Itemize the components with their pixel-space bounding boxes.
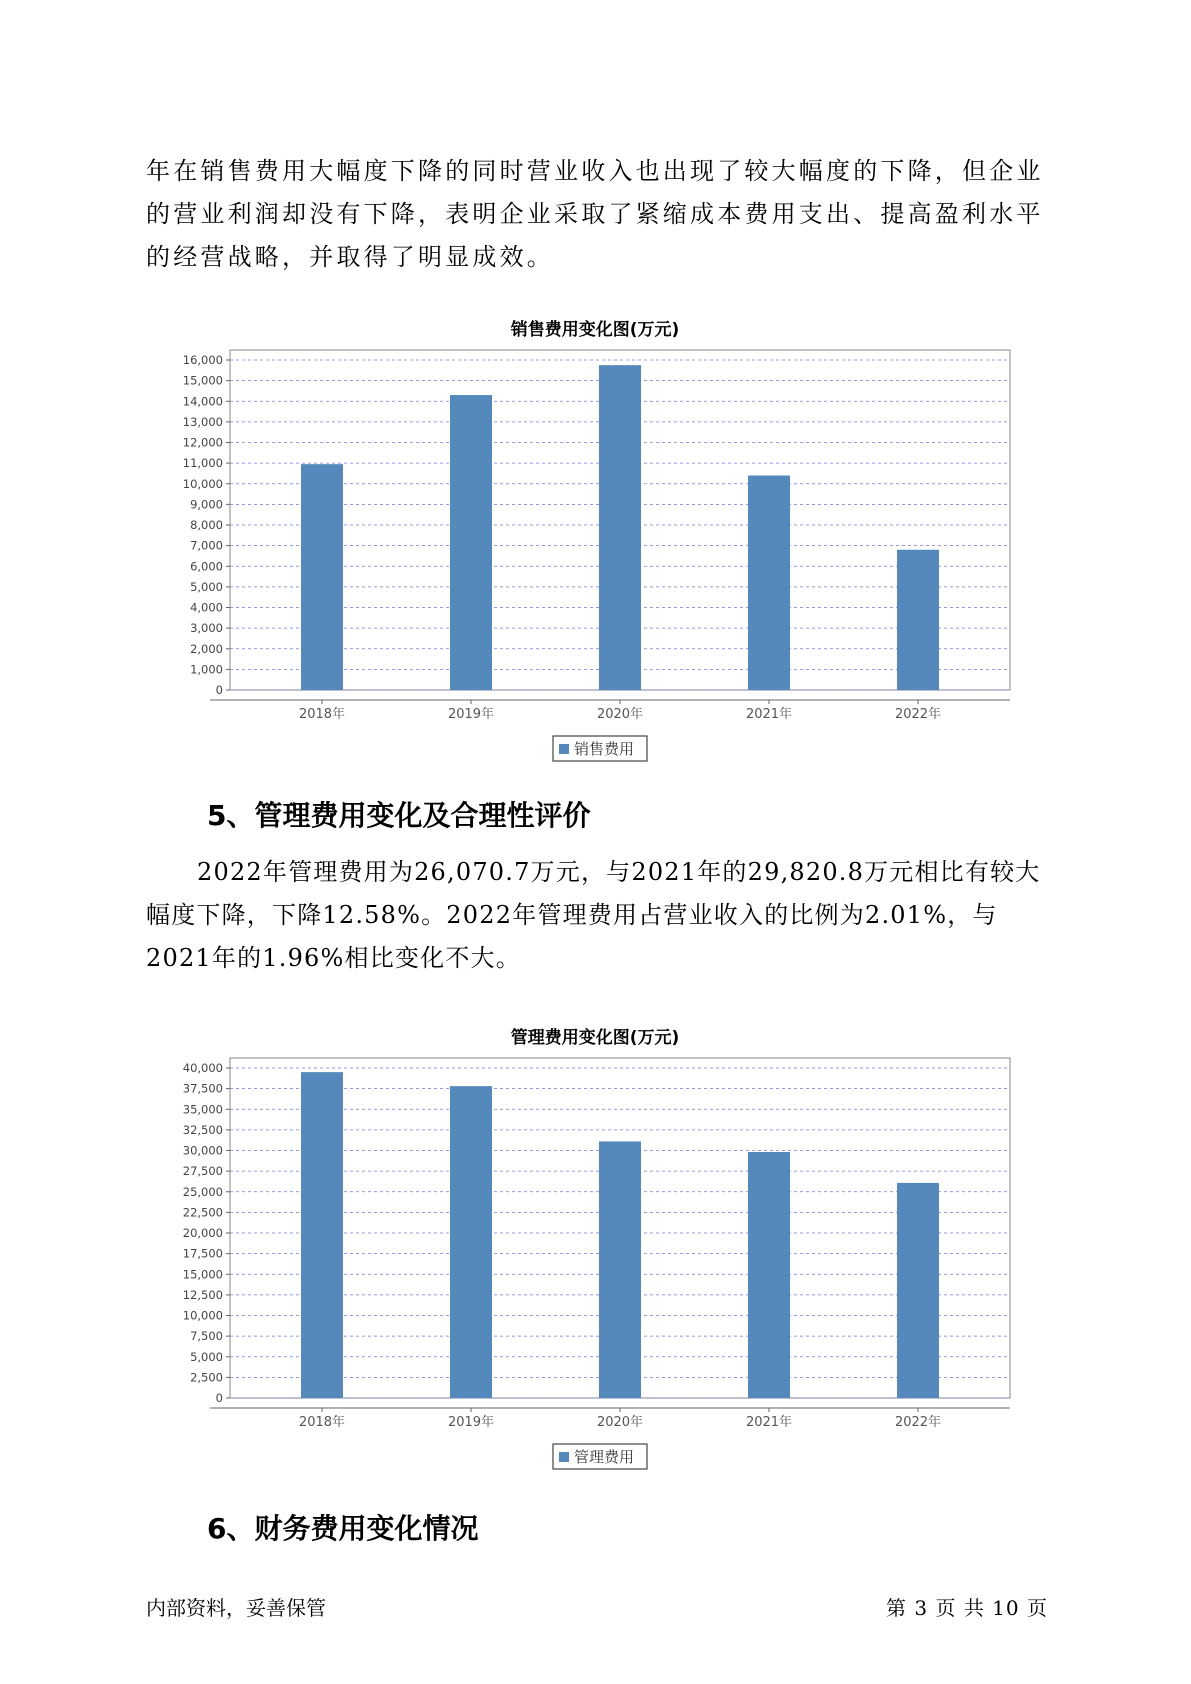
- x-tick-label: 2021年: [745, 1415, 793, 1430]
- y-tick-label: 4,000: [190, 600, 223, 615]
- y-tick-label: 6,000: [190, 559, 223, 574]
- y-tick-label: 7,500: [190, 1329, 223, 1344]
- legend-label: 销售费用: [574, 740, 635, 758]
- sales-expense-chart: [0, 310, 1191, 770]
- y-tick-label: 11,000: [182, 456, 223, 471]
- y-tick-label: 12,000: [182, 435, 223, 450]
- bar-sales-0: [301, 464, 343, 690]
- y-tick-label: 12,500: [182, 1287, 223, 1302]
- bar-sales-3: [748, 476, 790, 691]
- bar-admin-3: [748, 1152, 790, 1398]
- bar-sales-2: [599, 365, 641, 690]
- chart-title: 管理费用变化图(万元): [510, 1028, 680, 1048]
- y-tick-label: 5,000: [190, 579, 223, 594]
- intro-paragraph: 年在销售费用大幅度下降的同时营业收入也出现了较大幅度的下降，但企业的营业利润却没有下降，表明企业采取了紧缩成本费用支出、提高盈利水平的经营战略，并取得了明显成效。: [146, 157, 1044, 271]
- y-tick-label: 22,500: [182, 1205, 223, 1220]
- footer-page-number: 第 3 页 共 10 页: [886, 1596, 1048, 1620]
- y-tick-label: 17,500: [182, 1246, 223, 1261]
- section-6-heading: 6、财务费用变化情况: [207, 1512, 479, 1545]
- y-tick-label: 32,500: [182, 1122, 223, 1137]
- x-tick-label: 2018年: [298, 1415, 346, 1430]
- bar-admin-0: [301, 1072, 343, 1398]
- footer-confidential-note: 内部资料，妥善保管: [146, 1596, 326, 1620]
- y-tick-label: 5,000: [190, 1349, 223, 1364]
- y-tick-label: 0: [215, 683, 223, 697]
- y-tick-label: 40,000: [182, 1061, 223, 1075]
- x-tick-label: 2020年: [596, 707, 644, 722]
- y-tick-label: 9,000: [190, 497, 223, 512]
- legend-swatch: [559, 744, 569, 754]
- y-tick-label: 20,000: [182, 1226, 223, 1240]
- y-tick-label: 0: [215, 1391, 223, 1405]
- y-tick-label: 10,000: [182, 1308, 223, 1323]
- y-tick-label: 13,000: [182, 414, 223, 429]
- chart-title: 销售费用变化图(万元): [510, 320, 680, 340]
- x-tick-label: 2022年: [894, 707, 942, 722]
- y-tick-label: 15,000: [182, 373, 223, 388]
- bar-admin-1: [450, 1086, 492, 1398]
- section-5-heading: 5、管理费用变化及合理性评价: [207, 799, 591, 832]
- y-tick-label: 35,000: [182, 1102, 223, 1117]
- y-tick-label: 30,000: [182, 1143, 223, 1158]
- y-tick-label: 1,000: [190, 662, 223, 677]
- legend-swatch: [559, 1452, 569, 1462]
- chart-legend: [553, 736, 647, 761]
- y-tick-label: 3,000: [190, 621, 223, 636]
- bar-sales-4: [897, 550, 939, 690]
- y-tick-label: 14,000: [182, 394, 223, 409]
- x-tick-label: 2020年: [596, 1415, 644, 1430]
- bar-admin-4: [897, 1183, 939, 1398]
- y-tick-label: 27,500: [182, 1164, 223, 1179]
- y-tick-label: 15,000: [182, 1267, 223, 1282]
- x-tick-label: 2018年: [298, 707, 346, 722]
- y-tick-label: 8,000: [190, 518, 223, 532]
- x-tick-label: 2019年: [447, 707, 495, 722]
- y-tick-label: 25,000: [182, 1184, 223, 1199]
- legend-label: 管理费用: [574, 1448, 635, 1466]
- bar-sales-1: [450, 395, 492, 690]
- y-tick-label: 2,000: [190, 641, 223, 656]
- admin-expense-chart: [0, 1018, 1191, 1478]
- x-tick-label: 2019年: [447, 1415, 495, 1430]
- y-tick-label: 2,500: [190, 1370, 223, 1385]
- admin-expense-paragraph: 2022年管理费用为26,070.7万元，与2021年的29,820.8万元相比有较大幅度下降，下降12.58%。2022年管理费用占营业收入的比例为2.01%，与2021年的1.96%相比变化不大。: [146, 858, 1041, 972]
- y-tick-label: 37,500: [182, 1081, 223, 1096]
- x-tick-label: 2022年: [894, 1415, 942, 1430]
- bar-admin-2: [599, 1141, 641, 1398]
- y-tick-label: 10,000: [182, 476, 223, 491]
- y-tick-label: 16,000: [182, 353, 223, 367]
- x-tick-label: 2021年: [745, 707, 793, 722]
- chart-legend: [553, 1444, 647, 1469]
- y-tick-label: 7,000: [190, 538, 223, 553]
